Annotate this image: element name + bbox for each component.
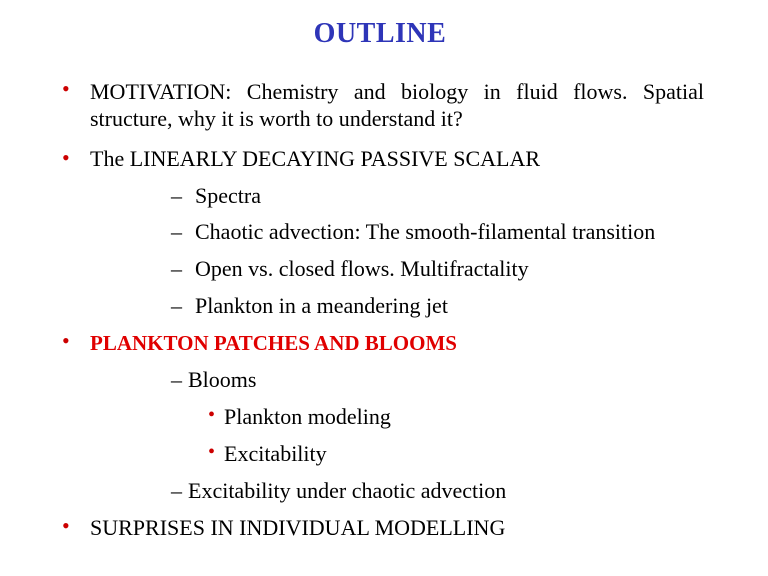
bullet-icon: • <box>62 76 70 101</box>
outline-subitem-plankton-jet: Plankton in a meandering jet <box>195 293 448 318</box>
outline-subsubitem-excitability: Excitability <box>224 441 327 466</box>
bullet-icon: • <box>62 513 70 538</box>
bullet-icon: • <box>208 441 216 463</box>
dash-icon: – <box>171 256 182 281</box>
dash-icon: – <box>171 219 182 244</box>
outline-item-surprises: SURPRISES IN INDIVIDUAL MODELLING <box>90 515 506 540</box>
outline-item-plankton-patches: PLANKTON PATCHES AND BLOOMS <box>90 331 457 355</box>
slide-title: OUTLINE <box>313 18 447 49</box>
bullet-icon: • <box>62 328 70 353</box>
bullet-icon: • <box>62 145 70 170</box>
dash-icon: – <box>171 183 182 208</box>
outline-subitem-blooms: Blooms <box>188 367 257 392</box>
outline-item-passive-scalar: The LINEARLY DECAYING PASSIVE SCALAR <box>90 146 541 171</box>
outline-subitem-open-closed-flows: Open vs. closed flows. Multifractality <box>195 256 529 281</box>
dash-icon: – <box>171 293 182 318</box>
bullet-icon: • <box>208 404 216 426</box>
outline-subsubitem-plankton-modeling: Plankton modeling <box>224 404 391 429</box>
dash-icon: – <box>171 367 182 392</box>
outline-subitem-spectra: Spectra <box>195 183 261 208</box>
dash-icon: – <box>171 478 182 503</box>
outline-subitem-excitability-chaotic: Excitability under chaotic advection <box>188 478 507 503</box>
outline-item-motivation: MOTIVATION: Chemistry and biology in fluid flows. Spatial structure, why it is worth to understand it? <box>90 79 704 131</box>
outline-subitem-chaotic-advection: Chaotic advection: The smooth-filamental transition <box>195 219 656 244</box>
